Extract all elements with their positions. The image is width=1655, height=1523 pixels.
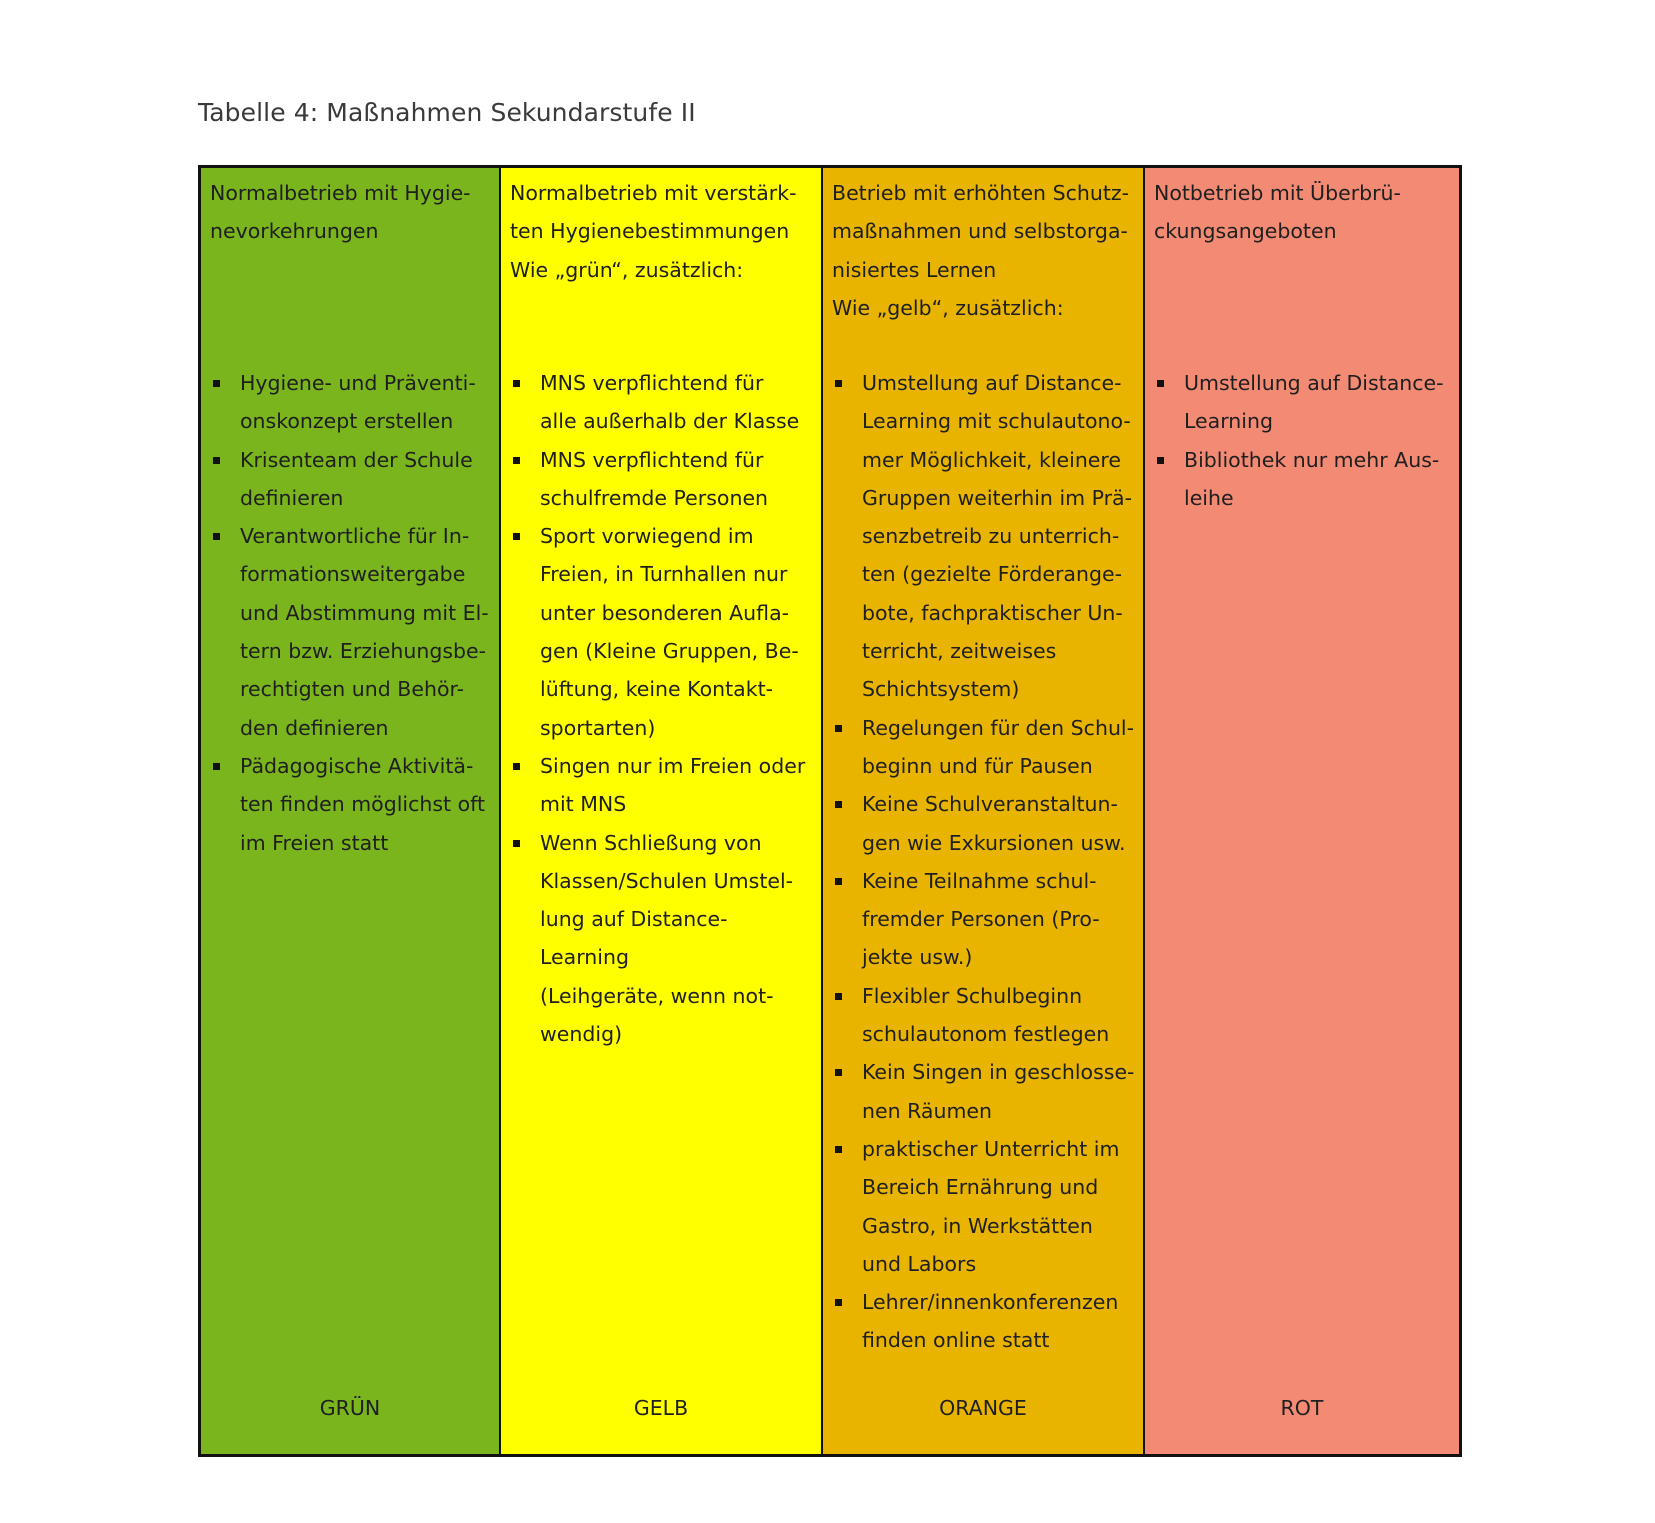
column-label: GRÜN [319,1396,381,1420]
list-item: Keine Schulveranstaltun- gen wie Exkursionen usw. [832,785,1135,862]
list-item: Lehrer/innenkonferenzen finden online statt [832,1283,1135,1360]
list-item: MNS verpflichtend für schulfremde Personen [510,441,813,518]
list-item: Flexibler Schulbeginn schulautonom festlegen [832,977,1135,1054]
list-item: Pädagogische Aktivitä- ten finden möglichst oft im Freien statt [210,747,491,862]
column-red [1145,168,1459,1454]
list-item: Umstellung auf Distance- Learning mit schulautono- mer Möglichkeit, kleinere Gruppen weiterhin im Prä- senzbetreib zu unterrich- ten (gezielte Förderange- bote, fachpraktischer Un- terricht, zeitweises Schichtsystem) [832,364,1135,709]
column-yellow [501,168,823,1454]
measure-list [210,364,491,862]
table-caption: Tabelle 4: Maßnahmen Sekundarstufe II [198,98,696,127]
measure-list [1154,364,1451,517]
column-label: GELB [633,1396,689,1420]
column-heading: Normalbetrieb mit Hygie- nevorkehrungen [210,181,471,244]
list-item: MNS verpflichtend für alle außerhalb der Klasse [510,364,813,441]
measure-list [510,364,813,1053]
list-item: Regelungen für den Schul- beginn und für Pausen [832,709,1135,786]
list-item: Verantwortliche für In- formationsweitergabe und Abstimmung mit El- tern bzw. Erziehungsbe- rechtigten und Behör- den definieren [210,517,491,747]
measures-table [198,165,1462,1457]
list-item: Keine Teilnahme schul- fremder Personen (Pro- jekte usw.) [832,862,1135,977]
column-heading: Betrieb mit erhöhten Schutz- maßnahmen und selbstorga- nisiertes Lernen Wie „gelb“, zusätzlich: [832,181,1130,320]
list-item: Bibliothek nur mehr Aus- leihe [1154,441,1451,518]
list-item: Singen nur im Freien oder mit MNS [510,747,813,824]
column-orange [823,168,1145,1454]
column-green [201,168,501,1454]
measure-list [832,364,1135,1360]
list-item: Sport vorwiegend im Freien, in Turnhallen nur unter besonderen Aufla- gen (Kleine Gruppen, Be- lüftung, keine Kontakt- sportarten) [510,517,813,747]
column-heading: Notbetrieb mit Überbrü- ckungsangeboten [1154,181,1401,244]
list-item: Hygiene- und Präventi- onskonzept erstellen [210,364,491,441]
list-item: Umstellung auf Distance- Learning [1154,364,1451,441]
list-item: Kein Singen in geschlosse- nen Räumen [832,1053,1135,1130]
column-label: ROT [1280,1396,1324,1420]
column-label: ORANGE [939,1396,1027,1420]
list-item: Krisenteam der Schule definieren [210,441,491,518]
list-item: Wenn Schließung von Klassen/Schulen Umstel- lung auf Distance-Learning (Leihgeräte, wenn not- wendig) [510,824,813,1054]
list-item: praktischer Unterricht im Bereich Ernährung und Gastro, in Werkstätten und Labors [832,1130,1135,1283]
column-heading: Normalbetrieb mit verstärk- ten Hygienebestimmungen Wie „grün“, zusätzlich: [510,181,797,282]
